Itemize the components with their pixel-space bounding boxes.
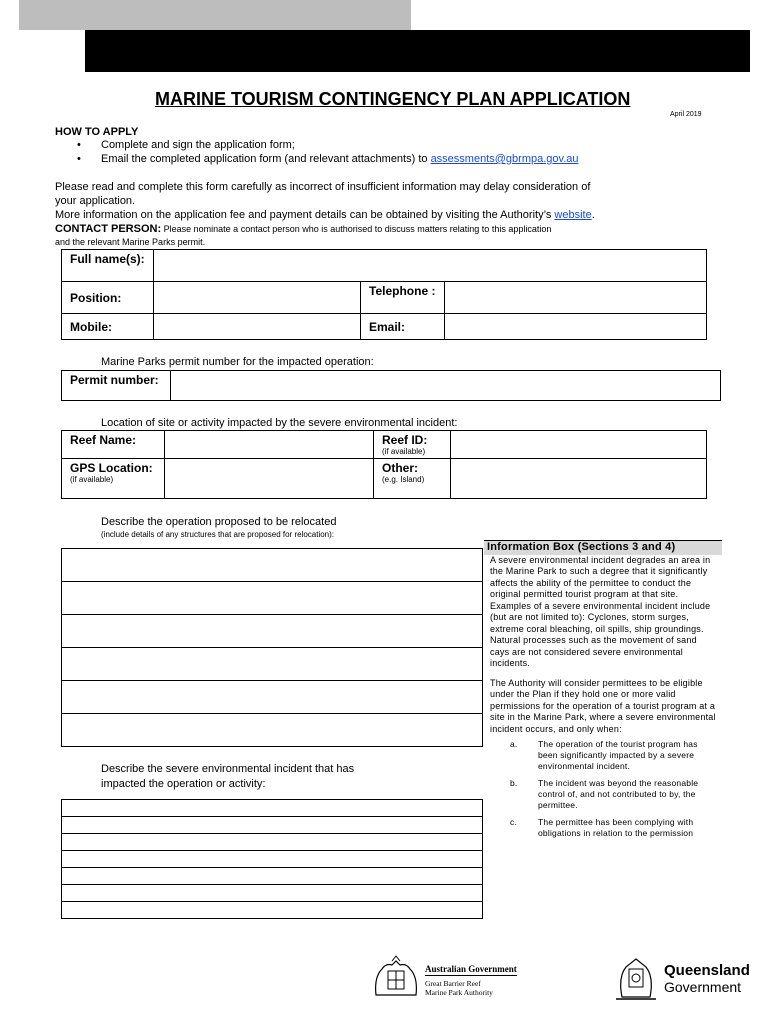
relocate-line[interactable] <box>61 648 483 681</box>
how-to-apply-heading: HOW TO APPLY <box>55 126 139 138</box>
other-label: Other: (e.g. Island) <box>374 459 451 499</box>
qld-name: Queensland <box>664 962 750 979</box>
info-box-title: Information Box (Sections 3 and 4) <box>484 540 722 555</box>
au-agency-line-1: Great Barrier Reef <box>425 979 481 988</box>
permit-number-field[interactable] <box>171 371 721 401</box>
criteria-item: b. The incident was beyond the reasonable control of, and not contributed to by, the permittee. <box>510 778 699 810</box>
gps-location-field[interactable] <box>165 459 374 499</box>
relocate-line[interactable] <box>61 681 483 714</box>
permit-number-label: Permit number: <box>62 371 171 401</box>
position-field[interactable] <box>154 282 361 314</box>
permit-table <box>61 370 721 401</box>
website-link[interactable]: website <box>554 209 592 221</box>
relocate-line[interactable] <box>61 582 483 615</box>
mobile-field[interactable] <box>154 314 361 340</box>
incident-prompt-1: Describe the severe environmental incident that has <box>101 763 355 775</box>
info-box-para-1: A severe environmental incident degrades an area in the Marine Park to such a degree that it significantly affects the ability of the permittee to conduct the original permitted tourist program at that site. Examples of a severe environmental incident include (but are not limited to): Cyclones, storm surges, extreme coral bleaching, oil spills, ship groundings. Natural processes such as the movement of sand cays are not considered severe environmental incidents. <box>490 554 711 668</box>
intro-line-3: More information on the application fee and payment details can be obtained by visiting the Authority’s website. <box>55 209 595 221</box>
reef-name-label: Reef Name: <box>62 431 165 459</box>
gps-location-label: GPS Location: (if available) <box>62 459 165 499</box>
telephone-label: Telephone : <box>361 282 445 314</box>
mobile-label: Mobile: <box>62 314 154 340</box>
other-field[interactable] <box>451 459 707 499</box>
contact-person-line: CONTACT PERSON: Please nominate a contact person who is authorised to discuss matters relating to this application <box>55 223 552 235</box>
criteria-item: c. The permittee has been complying with obligations in relation to the permission <box>510 817 694 838</box>
intro-line-1: Please read and complete this form carefully as incorrect of insufficient information may delay consideration of <box>55 181 591 193</box>
incident-line[interactable] <box>61 817 483 834</box>
incident-line[interactable] <box>61 799 483 817</box>
email-label: Email: <box>361 314 445 340</box>
incident-lines <box>61 799 483 919</box>
coat-of-arms-icon <box>370 955 422 999</box>
incident-line[interactable] <box>61 868 483 885</box>
incident-line[interactable] <box>61 902 483 919</box>
info-box-para-2: The Authority will consider permittees to be eligible under the Plan if they hold one or more valid permissions for the operation of a tourist program at a site in the Marine Park, where a severe environmental incident occurs, and only when: <box>490 677 716 734</box>
email-link[interactable]: assessments@gbrmpa.gov.au <box>430 153 579 165</box>
information-box <box>484 540 724 845</box>
contact-person-line-2: and the relevant Marine Parks permit. <box>55 237 206 247</box>
au-gov-name: Australian Government <box>425 964 517 974</box>
info-box-criteria-list <box>490 739 718 839</box>
queensland-crest-icon <box>612 955 660 1001</box>
location-table <box>61 430 707 499</box>
location-prompt: Location of site or activity impacted by the severe environmental incident: <box>101 417 458 429</box>
incident-line[interactable] <box>61 885 483 902</box>
relocate-prompt: Describe the operation proposed to be relocated <box>101 516 337 528</box>
full-name-field[interactable] <box>154 250 707 282</box>
reef-id-label: Reef ID: (if available) <box>374 431 451 459</box>
au-agency-line-2: Marine Park Authority <box>425 988 493 997</box>
incident-prompt-2: impacted the operation or activity: <box>101 778 266 790</box>
incident-line[interactable] <box>61 851 483 868</box>
email-field[interactable] <box>445 314 707 340</box>
page-title: MARINE TOURISM CONTINGENCY PLAN APPLICATION <box>155 89 631 109</box>
position-label: Position: <box>62 282 154 314</box>
qld-government: Government <box>664 979 742 995</box>
contact-table <box>61 249 707 340</box>
header-black-bar <box>85 30 750 72</box>
header-gray-bar <box>19 0 411 30</box>
permit-prompt: Marine Parks permit number for the impacted operation: <box>101 356 374 368</box>
form-date: April 2019 <box>670 111 702 118</box>
full-name-label: Full name(s): <box>62 250 154 282</box>
intro-line-2: your application. <box>55 195 136 207</box>
relocate-line[interactable] <box>61 548 483 582</box>
relocate-line[interactable] <box>61 615 483 648</box>
reef-id-field[interactable] <box>451 431 707 459</box>
incident-line[interactable] <box>61 834 483 851</box>
reef-name-field[interactable] <box>165 431 374 459</box>
relocate-sub: (include details of any structures that are proposed for relocation): <box>101 530 335 539</box>
relocate-line[interactable] <box>61 714 483 747</box>
relocate-lines <box>61 548 483 747</box>
criteria-item: a. The operation of the tourist program has been significantly impacted by a severe environmental incident. <box>510 739 698 771</box>
telephone-field[interactable] <box>445 282 707 314</box>
